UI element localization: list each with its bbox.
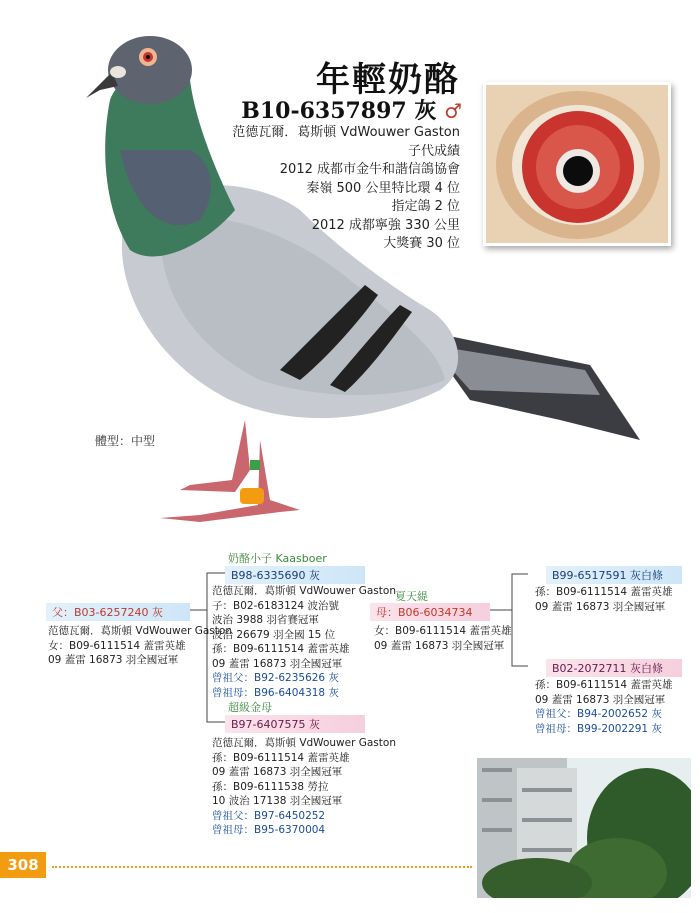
page-number: 308 (0, 852, 46, 878)
sire-sire-nickname: 奶酪小子 Kaasboer (228, 552, 327, 565)
dam-ring (370, 603, 490, 621)
sire-dam-nickname: 超級金母 (228, 701, 272, 714)
dam-sire-info (535, 585, 672, 614)
info-line: 09 蓋雷 16873 羽全國冠軍 (212, 657, 343, 670)
sire-dam-info (212, 736, 396, 838)
sire-sire-info (212, 584, 396, 700)
info-line: 10 波治 17138 羽全國冠軍 (212, 795, 343, 807)
dam-dam-info (535, 678, 672, 736)
info-line: 波治 3988 羽省賽冠軍 (212, 614, 319, 626)
ancestor-line: 曾祖母：B95-6370004 (212, 824, 326, 836)
ring-number-text: B10-6357897 灰 (241, 98, 437, 124)
info-line: 孫：B09-6111538 勞拉 (212, 780, 329, 793)
dam-ring-text: 母：B06-6034734 (376, 606, 473, 619)
footer-divider (52, 866, 472, 868)
ancestor-line: 曾祖父：B92-6235626 灰 (212, 672, 339, 684)
info-line: 女：B09-6111514 蓋雷英雄 (374, 625, 512, 637)
sire-ring-text: 父：B03-6257240 灰 (52, 606, 163, 619)
info-line: 范德瓦爾．葛斯頓 VdWouwer Gaston (232, 125, 460, 140)
dam-info (374, 624, 511, 653)
dam-sire-ring: B99-6517591 灰白條 (546, 566, 682, 584)
info-line: 2012 成都市金牛和諧信鴿協會 (279, 162, 460, 177)
info-line: 大獎賽 30 位 (383, 236, 460, 251)
info-line: 09 蓋雷 16873 羽全國冠軍 (535, 693, 666, 706)
info-line: 波治 26679 羽全國 15 位 (212, 628, 336, 641)
dam-nickname: 夏天緹 (395, 590, 428, 603)
sire-dam-ring: B97-6407575 灰 (225, 715, 365, 733)
body-type: 體型：中型 (95, 434, 156, 448)
info-line: 孫：B09-6111514 蓋雷英雄 (212, 751, 350, 764)
info-line: 范德瓦爾．葛斯頓 VdWouwer Gaston (212, 585, 396, 597)
info-line: 2012 成都寧強 330 公里 (311, 217, 460, 233)
info-line: 孫：B09-6111514 蓋雷英雄 (535, 586, 673, 598)
ancestor-line: 曾祖父：B94-2002652 灰 (535, 708, 662, 720)
info-line: 子：B02-6183124 波治號 (212, 599, 339, 612)
info-line: 女：B09-6111514 蓋雷英雄 (48, 639, 186, 652)
sire-ring (46, 603, 190, 621)
male-symbol-icon: ♂ (444, 99, 462, 123)
info-line: 指定鴿 2 位 (391, 199, 460, 214)
info-line: 子代成績 (407, 143, 460, 159)
page-title: 年輕奶酪 (316, 60, 460, 100)
dam-dam-ring: B02-2072711 灰白條 (546, 659, 682, 677)
info-line: 09 蓋雷 16873 羽全國冠軍 (535, 600, 666, 613)
info-line: 孫：B09-6111514 蓋雷英雄 (212, 643, 350, 655)
info-line: 09 蓋雷 16873 羽全國冠軍 (212, 766, 343, 778)
ancestor-line: 曾祖母：B99-2002291 灰 (535, 722, 662, 735)
info-line: 孫：B09-6111514 蓋雷英雄 (535, 679, 673, 691)
ancestor-line: 曾祖母：B96-6404318 灰 (212, 686, 339, 699)
ancestor-line: 曾祖父：B97-6450252 (212, 809, 326, 822)
info-line: 秦嶺 500 公里特比環 4 位 (306, 180, 460, 196)
info-line: 范德瓦爾．葛斯頓 VdWouwer Gaston (48, 625, 232, 637)
sire-info (48, 624, 232, 668)
building-photo (477, 758, 691, 898)
info-line: 范德瓦爾．葛斯頓 VdWouwer Gaston (212, 737, 396, 749)
info-line: 09 蓋雷 16873 羽全國冠軍 (374, 639, 505, 652)
sire-sire-ring: B98-6335690 灰 (225, 566, 365, 584)
info-line: 09 蓋雷 16873 羽全國冠軍 (48, 654, 179, 666)
